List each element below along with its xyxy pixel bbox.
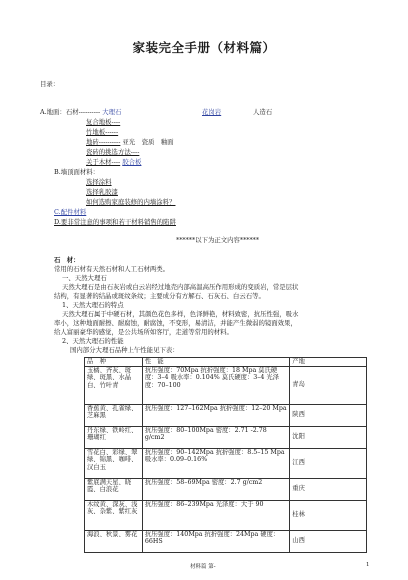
toc-label: 目录： (40, 80, 60, 88)
toc-link-plywood[interactable]: 胶合板 (122, 158, 142, 166)
performance-heading: 2、天然大理石的性能 (62, 337, 124, 345)
page-number: 1 (366, 562, 370, 568)
cell-variety: 木纹黄、深灰、浅灰、杂紫、紫红灰 (85, 500, 143, 530)
cell-variety: 丹东绿、铁岭红、珊瑚红 (85, 426, 143, 448)
table-row (85, 530, 367, 552)
table-row (85, 366, 367, 404)
toc-link-latex[interactable]: 选择乳胶漆 (86, 188, 118, 196)
toc-wood-line (86, 158, 141, 166)
footer-label: 材料篇 第- (190, 564, 216, 570)
toc-link-parts[interactable]: C.配件材料 (54, 208, 87, 216)
cell-variety: 紫底满天星、晓霞、白浪花 (85, 478, 143, 500)
header-origin: 产地 (290, 358, 367, 367)
cell-origin: 桂林 (290, 500, 367, 530)
toc-tile-items: 亚光 瓷质 釉面 (122, 138, 174, 146)
table-row (85, 404, 367, 426)
toc-link-tile-tips[interactable]: 瓷砖的挑选方法---- (86, 148, 140, 156)
content-separator: ******以下为正文内容****** (176, 236, 260, 244)
toc-link-interior-paint[interactable]: 如何选购家庭装修的内墙涂料？ (86, 198, 176, 206)
table-row (85, 426, 367, 448)
section-heading-stone: 石 材： (54, 256, 80, 264)
table-row (85, 500, 367, 530)
toc-link-notes[interactable]: D.要非常注意的事项和若干材料销售的陷阱 (54, 218, 176, 226)
toc-link-paint[interactable]: 选择涂料 (86, 178, 112, 186)
para1-line1: 天然大理石是由石灰岩或白云岩经过地壳内部高温高压作用形成的变质岩，常是层状 (62, 283, 299, 291)
cell-variety: 玉橘、齐灰、斑绿、斑黑、水晶白、竹叶青 (85, 366, 143, 404)
cell-variety: 雪花白、彩绿、翠绿、锦黑、咖啡、汉白玉 (85, 448, 143, 478)
cell-origin: 重庆 (290, 478, 367, 500)
header-performance: 性 能 (142, 358, 289, 367)
toc-link-artificial[interactable]: 人造石 (253, 108, 273, 116)
toc-floor-prefix: A.地面：石材---------- (40, 108, 101, 116)
cell-performance: 抗压强度：86–239Mpa 光泽度：大于 90 (142, 500, 289, 530)
toc-link-granite[interactable]: 花岗岩 (202, 108, 222, 116)
cell-variety: 香蕉黄、孔雀绿、芝麻黑 (85, 404, 143, 426)
feature-heading: 1、天然大理石的特点 (62, 301, 124, 309)
toc-link-composite[interactable]: 复合地板---- (86, 118, 121, 126)
para2-line3: 给人富丽豪华的感觉，是公共场所如客厅，走道等常用的材料。 (54, 328, 233, 336)
table-caption: 国内部分大理石品种上午性能见下表： (70, 346, 179, 354)
table-row (85, 448, 367, 478)
toc-wall-heading: B.墙顶面材料： (54, 168, 100, 176)
toc-floor-line (40, 108, 121, 116)
intro-text: 常用的石材有天然石材和人工石材两类。 (54, 265, 170, 273)
cell-variety: 海浪、秋景、雾花 (85, 530, 143, 552)
cell-performance: 抗压强度：70Mpa 抗折强度：18 Mpa 莫氏硬度：3–4 吸水率：0.104% 莫氏硬度：3–4 光泽度：70–100 (142, 366, 289, 404)
toc-tile-prefix[interactable]: 地砖---------- (86, 138, 121, 146)
cell-performance: 抗压强度：90–142Mpa 抗折强度：8.5–15 Mpa 吸水率：0.09–0.16% (142, 448, 289, 478)
toc-link-marble[interactable]: 大理石 (102, 108, 122, 116)
toc-tile-line (86, 138, 174, 146)
cell-origin: 青岛 (290, 366, 367, 404)
cell-performance: 抗压强度：80–100Mpa 密度：2.71 -2.78 g/cm2 (142, 426, 289, 448)
header-variety: 品 种 (85, 358, 143, 367)
toc-link-bamboo[interactable]: 竹地板------ (86, 128, 119, 136)
marble-spec-table (84, 357, 367, 553)
para1-line2: 结构，有显著的结晶或斑纹条纹；主要成分有方解石、石灰石、白云石等。 (54, 292, 265, 300)
table-header-row (85, 358, 367, 367)
cell-origin: 沈阳 (290, 426, 367, 448)
para2-line1: 天然大理石属于中硬石材，其颜色花色多样，色泽鲜艳，材料致密，抗压性强，吸水 (62, 310, 299, 318)
table-row (85, 478, 367, 500)
page-title: 家装完全手册（材料篇） (132, 40, 276, 55)
cell-performance: 抗压强度：140Mpa 抗折强度：24Mpa 硬度：66HS (142, 530, 289, 552)
cell-origin: 陕西 (290, 404, 367, 426)
para2-line2: 率小，这种地面耐擦、耐腐蚀，耐腐蚀，不变形，易清洁，并能产生微弱的镜面效果， (54, 319, 297, 327)
cell-origin: 山西 (290, 530, 367, 552)
toc-wood-prefix[interactable]: 关于木材---- (86, 158, 121, 166)
cell-origin: 江西 (290, 448, 367, 478)
cell-performance: 抗压强度：58–69Mpa 密度：2.7 g/cm2 (142, 478, 289, 500)
cell-performance: 抗压强度：127–162Mpa 抗折强度：12–20 Mpa (142, 404, 289, 426)
subheading-natural-marble: 一、天然大理石 (62, 274, 107, 282)
